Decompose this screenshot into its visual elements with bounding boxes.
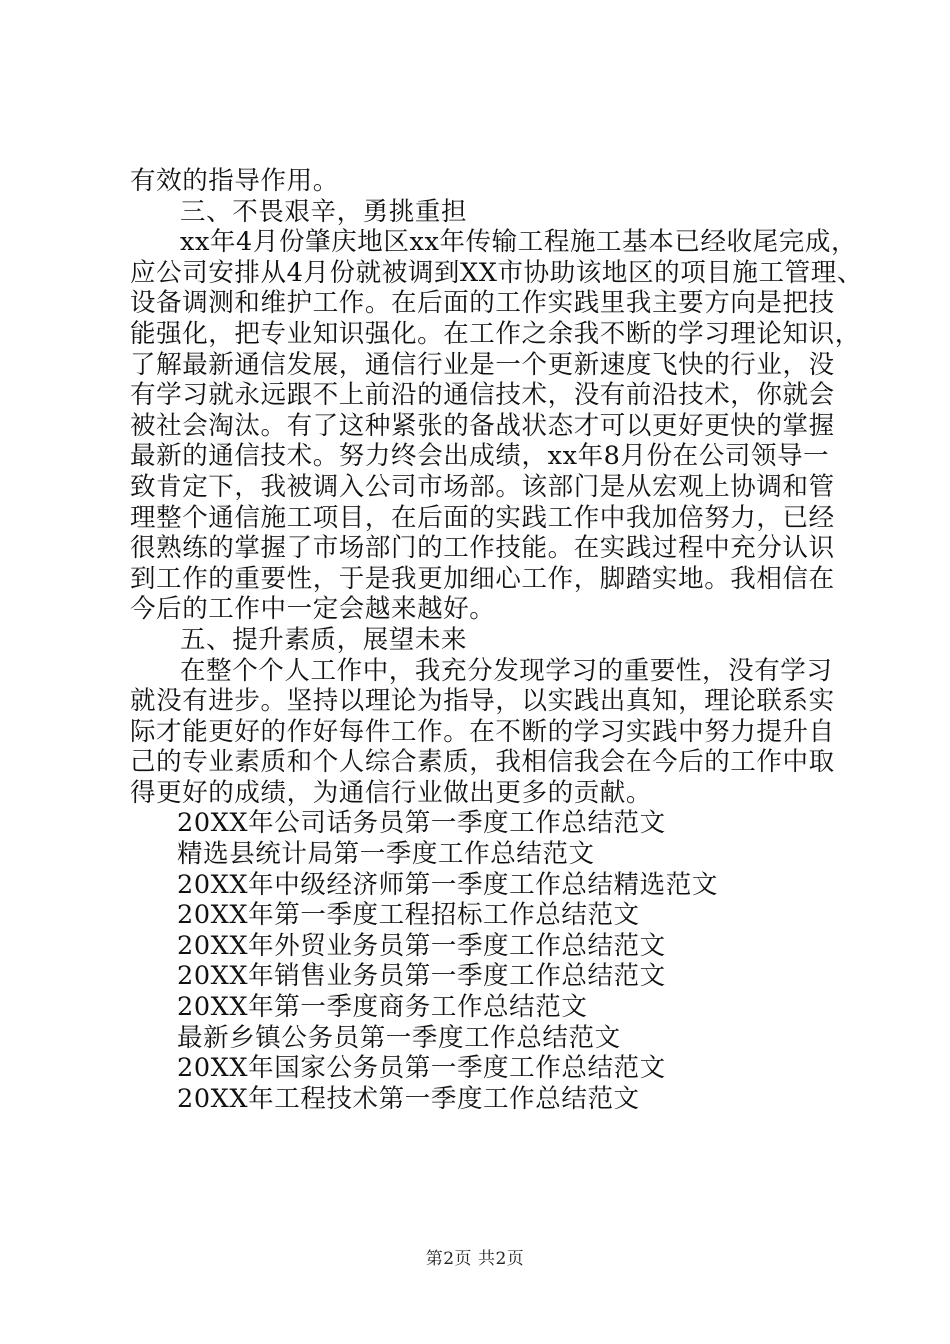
page-footer [0, 1244, 950, 1269]
section-heading: 三、不畏艰辛，勇挑重担 [180, 196, 468, 227]
related-link[interactable]: 20XX年公司话务员第一季度工作总结范文 [177, 808, 666, 839]
related-link[interactable]: 20XX年第一季度工程招标工作总结范文 [177, 900, 640, 931]
text-line: 很熟练的掌握了市场部门的工作技能。在实践过程中充分认识 [130, 533, 835, 564]
document-body [130, 166, 863, 1114]
related-link[interactable]: 精选县统计局第一季度工作总结范文 [177, 839, 595, 870]
text-line: 理整个通信施工项目，在后面的实践工作中我加倍努力，已经 [130, 502, 835, 533]
related-link[interactable]: 最新乡镇公务员第一季度工作总结范文 [177, 1022, 621, 1053]
section-heading: 五、提升素质，展望未来 [180, 624, 468, 655]
related-link[interactable]: 20XX年国家公务员第一季度工作总结范文 [177, 1053, 666, 1084]
text-line: 得更好的成绩，为通信行业做出更多的贡献。 [130, 777, 653, 808]
related-link[interactable]: 20XX年销售业务员第一季度工作总结范文 [177, 961, 666, 992]
text-line: 到工作的重要性，于是我更加细心工作，脚踏实地。我相信在 [130, 563, 835, 594]
page-number: 第2页 共2页 [425, 1249, 525, 1269]
text-line: xx年4月份肇庆地区xx年传输工程施工基本已经收尾完成， [180, 227, 858, 258]
text-line: 被社会淘汰。有了这种紧张的备战状态才可以更好更快的掌握 [130, 410, 835, 441]
text-line: 今后的工作中一定会越来越好。 [130, 594, 496, 625]
related-link[interactable]: 20XX年第一季度商务工作总结范文 [177, 992, 588, 1023]
text-line: 有效的指导作用。 [130, 166, 339, 196]
text-line: 有学习就永远跟不上前沿的通信技术，没有前沿技术，你就会 [130, 380, 835, 411]
text-line: 就没有进步。坚持以理论为指导，以实践出真知，理论联系实 [130, 686, 835, 717]
text-line: 能强化，把专业知识强化。在工作之余我不断的学习理论知识， [130, 318, 861, 349]
text-line: 设备调测和维护工作。在后面的工作实践里我主要方向是把技 [130, 288, 835, 319]
text-line: 应公司安排从4月份就被调到XX市协助该地区的项目施工管理、 [130, 257, 863, 288]
related-link[interactable]: 20XX年外贸业务员第一季度工作总结范文 [177, 930, 666, 961]
related-link[interactable]: 20XX年工程技术第一季度工作总结范文 [177, 1083, 640, 1114]
text-line: 致肯定下，我被调入公司市场部。该部门是从宏观上协调和管 [130, 471, 835, 502]
related-link[interactable]: 20XX年中级经济师第一季度工作总结精选范文 [177, 869, 718, 900]
text-line: 了解最新通信发展，通信行业是一个更新速度飞快的行业，没 [130, 349, 835, 380]
text-line: 最新的通信技术。努力终会出成绩，xx年8月份在公司领导一 [130, 441, 830, 472]
text-line: 己的专业素质和个人综合素质，我相信我会在今后的工作中取 [130, 747, 835, 778]
text-line: 际才能更好的作好每件工作。在不断的学习实践中努力提升自 [130, 716, 835, 747]
text-line: 在整个个人工作中，我充分发现学习的重要性，没有学习 [180, 655, 833, 686]
